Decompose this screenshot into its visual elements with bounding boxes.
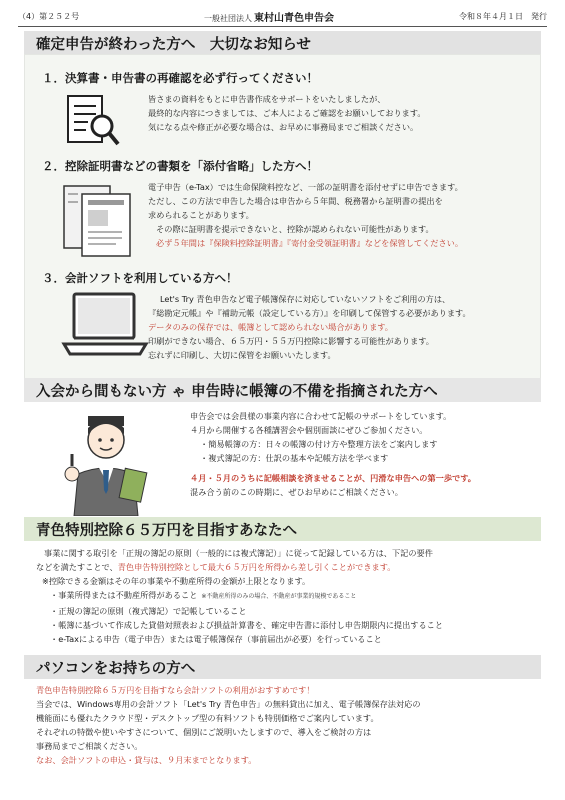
document-magnifier-icon bbox=[62, 92, 124, 154]
section4-text: 青色申告特別控除６５万円を目指すなら会計ソフトの利用がおすすめです！ 当会では、Windows専用の会計ソフト「Let's Try 青色申告」の無料貸出に加え、電子帳簿保存法対応の 機能面にも優れたクラウド型・デスクトップ型の有料ソフトも特別価格でご案内しています。 それぞれの特徴や使いやすさについて、個別にご説明いたしますので、導入をご検討の方は 事務局までご相談ください。 なお、会計ソフトの申込・貸与は、９月末までとなります。 bbox=[36, 685, 421, 765]
section2-title: 入会から間もない方 ゃ 申告時に帳簿の不備を指摘された方へ bbox=[24, 378, 541, 402]
section1-title: 確定申告が終わった方へ 大切なお知らせ bbox=[24, 31, 541, 55]
organization: 一般社団法人 東村山青色申告会 bbox=[204, 12, 335, 24]
issue-date: 令和８年４月１日 発行 bbox=[459, 11, 547, 21]
section2-text: 申告会では会員様の事業内容に合わせて記帳のサポートをしています。 ４月から開催する各種講習会や個別面談にぜひご参加ください。 ・簡易帳簿の方：日々の帳簿の付け方や整理方法をご案内します ・複式簿記の方：仕訳の基本や記帳方法を学べます ４月・５月のうちに記帳相談を済ませることが、円滑な申告への第一歩です。 混み合う前のこの時期に、ぜひお早めにご相談ください。 bbox=[190, 411, 476, 497]
section3-title: 青色特別控除６５万円を目指すあなたへ bbox=[24, 517, 541, 541]
header-divider bbox=[18, 26, 547, 27]
page-header bbox=[18, 8, 547, 24]
person-with-book-icon bbox=[52, 410, 160, 520]
item2-text: 電子申告（e-Tax）では生命保険料控など、一部の証明書を添付せずに申告できます。 ただし、この方法で申告した場合は申告から５年間、税務署から証明書の提出を 求められることがあります。 その際に証明書を提示できないと、控除が認められない可能性があります。 必ず５年間は『保険料控除証明書』『寄付金受領証明書』などを保管してください。 bbox=[148, 182, 464, 248]
item1-text: 皆さまの資料をもとに申告書作成をサポートをいたしましたが、 最終的な内容につきましては、ご本人によるご確認をお願いしております。 気になる点や修正が必要な場合は、お早めに事務局までご相談ください。 bbox=[148, 94, 426, 132]
item3-text: Let's Try 青色申告など電子帳簿保存に対応していないソフトをご利用の方は、 『総勘定元帳』や『補助元帳（設定している方）』を印刷して保管する必要があります。 データのみの保存では、帳簿として認められない場合があります。 印刷ができない場合、６５万円・５５万円控除に影響する可能性があります。 忘れずに印刷し、大切に保管をお願いいたします。 bbox=[148, 294, 471, 360]
item1-title: １．決算書・申告書の再確認を必ず行ってください！ bbox=[42, 71, 318, 85]
laptop-icon bbox=[60, 290, 150, 366]
item3-title: ３．会計ソフトを利用している方へ！ bbox=[42, 271, 238, 285]
section4-title: パソコンをお持ちの方へ bbox=[24, 655, 541, 679]
section3-text: 事業に関する取引を「正規の簿記の原則（一般的には複式簿記）」に従って記録している方は、下記の要件 などを満たすことで、青色申告特別控除として最大６５万円を所得から差し引くことができます。 ※控除できる金額はその年の事業や不動産所得の金額が上限となります。 ・事業所得または不動産所得があること ※不動産所得のみの場合、不動産が事業的規模であること ・正規の簿記の原則（複式簿記）で記帳していること ・帳簿に基づいて作成した貸借対照表および損益計算書を、確定申告書に添付し申告期限内に提出すること ・e-Taxによる申告（電子申告）または電子帳簿保存（事前届出が必要）を行っていること bbox=[36, 548, 444, 644]
issue-number: （4）第２５２号 bbox=[18, 11, 80, 21]
item2-title: ２．控除証明書などの書類を「添付省略」した方へ！ bbox=[42, 159, 318, 173]
certificate-documents-icon bbox=[60, 180, 136, 264]
